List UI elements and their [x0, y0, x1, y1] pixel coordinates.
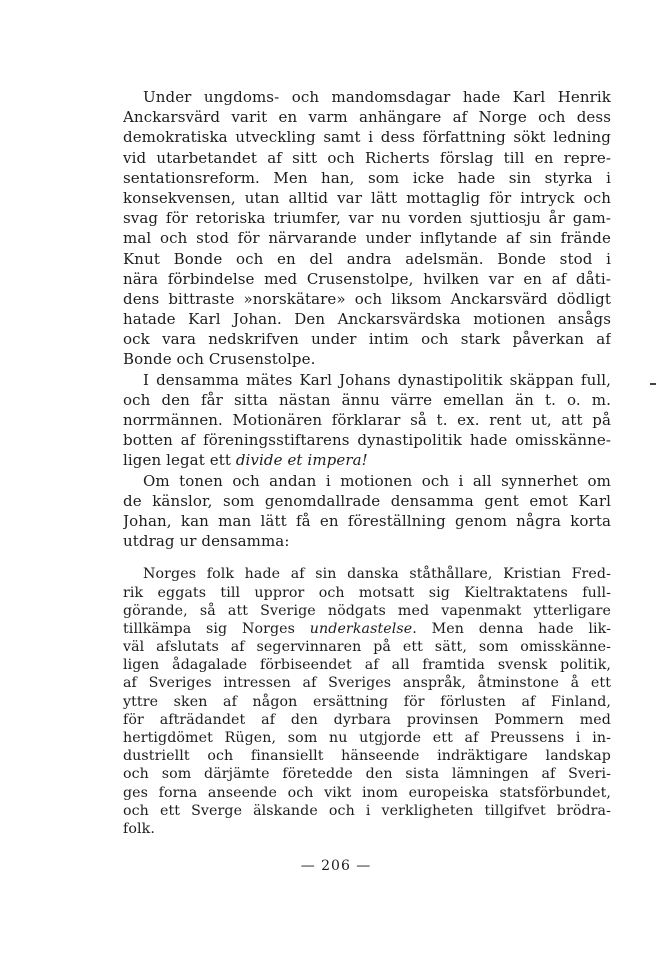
quote-line: folk. — [123, 820, 155, 837]
paragraph — [123, 471, 611, 552]
quote-line: ligen ådagalade förbiseendet af all framtida svensk politik, — [123, 657, 611, 674]
text-line: Knut Bonde och en del andra adelsmän. Bonde stod i — [123, 249, 611, 268]
text-line: ligen legat ett divide et impera! — [123, 451, 368, 470]
page-number: — 206 — — [300, 858, 372, 874]
text-line: nära förbindelse med Crusenstolpe, hvilken var en af dåti- — [123, 269, 611, 288]
emphasis: underkastelse — [309, 620, 413, 637]
text-line: Johan, kan man lätt få en föreställning genom några korta — [123, 511, 611, 530]
quote-line: hertigdömet Rügen, som nu utgjorde ett af Preussens i in- — [123, 730, 611, 746]
text-line: utdrag ur densamma: — [123, 532, 290, 551]
text-line: Anckarsvärd varit en varm anhängare af Norge och dess — [123, 108, 611, 127]
quote-line: väl afslutats af segervinnaren på ett sätt, som omisskänne- — [123, 639, 611, 656]
quote-line: för afträdandet af den dyrbara provinsen Pommern med — [123, 711, 611, 728]
text-line: svag för retoriska triumfer, var nu vorden sjuttiosju år gam- — [123, 209, 611, 228]
text-line: Bonde och Crusenstolpe. — [123, 350, 316, 369]
quote-line: yttre sken af någon ersättning för förlusten af Finland, — [123, 693, 611, 710]
text-line: vid utarbetandet af sitt och Richerts förslag till en repre- — [123, 148, 611, 167]
quote-line: dustriellt och finansiellt hänseende indräktigare landskap — [123, 748, 611, 765]
quote-line: Norges folk hade af sin danska ståthållare, Kristian Fred- — [143, 566, 611, 583]
text-line: Om tonen och andan i motionen och i all synnerhet om — [143, 471, 611, 490]
text-line: dens bittraste »norskätare» och liksom Anckarsvärd dödligt — [123, 289, 611, 308]
text-line: hatade Karl Johan. Den Anckarsvärdska motionen ansågs — [123, 310, 611, 329]
quote-line: och ett Sverge älskande och i verkligheten tillgifvet brödra- — [123, 802, 611, 819]
text-line: norrmännen. Motionären förklarar så t. ex. rent ut, att på — [123, 411, 611, 429]
quote-line: af Sveriges intressen af Sveriges anspråk, åtminstone å ett — [123, 675, 611, 692]
margin-mark — [650, 383, 656, 385]
text-line: Under ungdoms- och mandomsdagar hade Karl Henrik — [143, 88, 611, 106]
quote-line: tillkämpa sig Norges underkastelse. Men denna hade lik- — [123, 620, 611, 637]
text-line: I densamma mätes Karl Johans dynastipolitik skäppan full, — [143, 370, 611, 389]
quote-line: ges forna anseende och vikt inom europeiska statsförbundet, — [123, 784, 611, 801]
paragraph — [123, 370, 611, 471]
body-text — [123, 87, 611, 838]
text-line: ock vara nedskrifven under intim och stark påverkan af — [123, 330, 611, 349]
text-line: och den får sitta nästan ännu värre emellan än t. o. m. — [123, 390, 611, 409]
block-quote — [123, 565, 611, 838]
text-line: mal och stod för närvarande under inflytande af sin frände — [123, 229, 611, 248]
text-line: botten af föreningsstiftarens dynastipolitik hade omisskänne- — [123, 431, 611, 450]
quote-line: rik eggats till uppror och motsatt sig Kieltraktatens full- — [123, 584, 611, 601]
quote-line: och som därjämte företedde den sista lämningen af Sveri- — [123, 766, 611, 783]
text-line: demokratiska utveckling samt i dess författning sökt ledning — [123, 128, 611, 147]
text-line: de känslor, som genomdallrade densamma gent emot Karl — [123, 491, 611, 510]
text-line: sentationsreform. Men han, som icke hade sin styrka i — [123, 168, 611, 187]
paragraph — [123, 87, 611, 370]
emphasis: divide et impera! — [235, 451, 368, 470]
quote-line: görande, så att Sverige nödgats med vapenmakt ytterligare — [123, 602, 611, 619]
text-line: konsekvensen, utan alltid var lätt mottaglig för intryck och — [123, 188, 611, 207]
